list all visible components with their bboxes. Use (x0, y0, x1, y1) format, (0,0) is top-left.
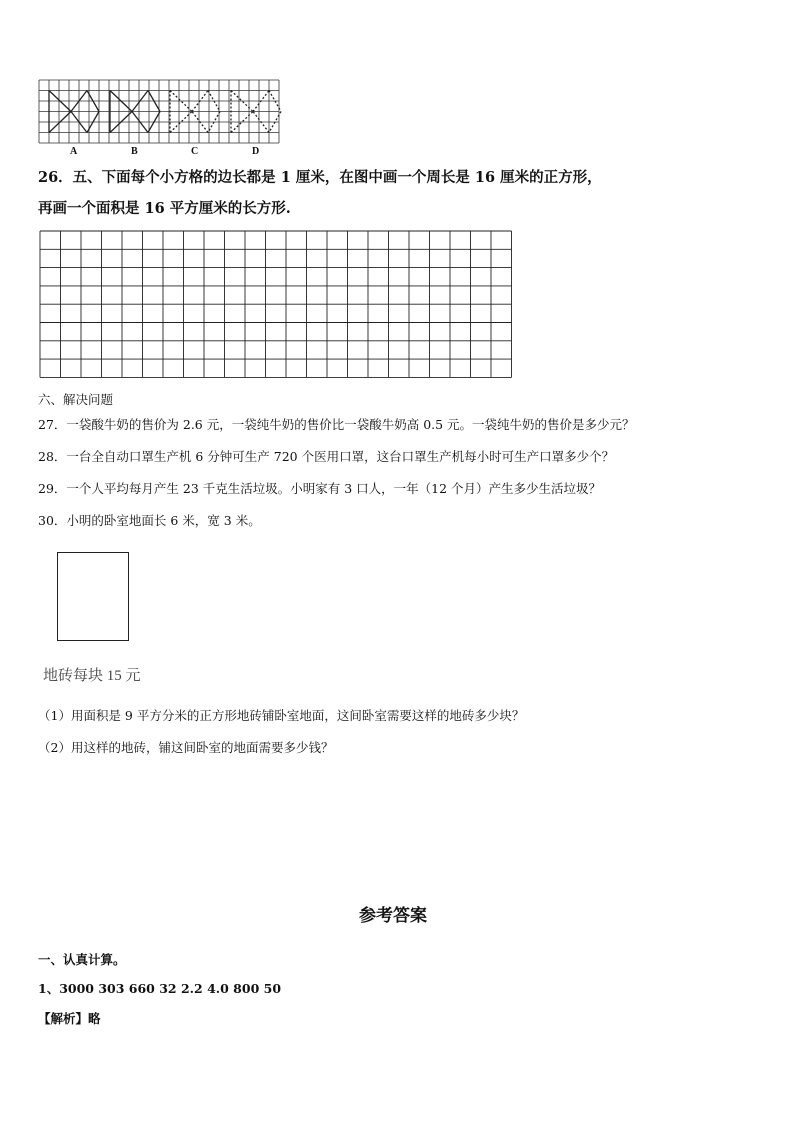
answers-section-1: 一、认真计算。 (38, 952, 126, 967)
option-label-a: A (70, 146, 78, 157)
answer-analysis: 【解析】略 (38, 1011, 101, 1026)
bedroom-floor-rectangle (57, 552, 129, 641)
question-30-sub2: （2）用这样的地砖，铺这间卧室的地面需要多少钱？ (38, 740, 334, 755)
q26-line2: 再画一个面积是 16 平方厘米的长方形. (38, 200, 291, 217)
question-28: 28．一台全自动口罩生产机 6 分钟可生产 720 个医用口罩，这台口罩生产机每小时可生产口罩多少个？ (38, 449, 615, 464)
q26-line1: 26．五、下面每个小方格的边长都是 1 厘米，在图中画一个周长是 16 厘米的正方形， (38, 169, 602, 186)
section-6-title: 六、解决问题 (38, 392, 114, 407)
answers-title: 参考答案 (359, 906, 427, 926)
option-label-b: B (131, 146, 138, 157)
option-label-d: D (252, 146, 260, 157)
option-label-c: C (191, 146, 199, 157)
tile-price-note: 地砖每块 15 元 (43, 668, 141, 684)
answer-item-1: 1、3000 303 660 32 2.2 4.0 800 50 (38, 981, 282, 996)
question-30-stem: 30．小明的卧室地面长 6 米，宽 3 米。 (38, 513, 261, 528)
question-30-sub1: （1）用面积是 9 平方分米的正方形地砖铺卧室地面，这间卧室需要这样的地砖多少块？ (38, 708, 525, 723)
question-27: 27．一袋酸牛奶的售价为 2.6 元，一袋纯牛奶的售价比一袋酸牛奶高 0.5 元。一袋纯牛奶的售价是多少元？ (38, 417, 635, 432)
q26-drawing-grid[interactable] (0, 0, 794, 400)
question-29: 29．一个人平均每月产生 23 千克生活垃圾。小明家有 3 口人，一年（12 个月）产生多少生活垃圾？ (38, 481, 602, 496)
